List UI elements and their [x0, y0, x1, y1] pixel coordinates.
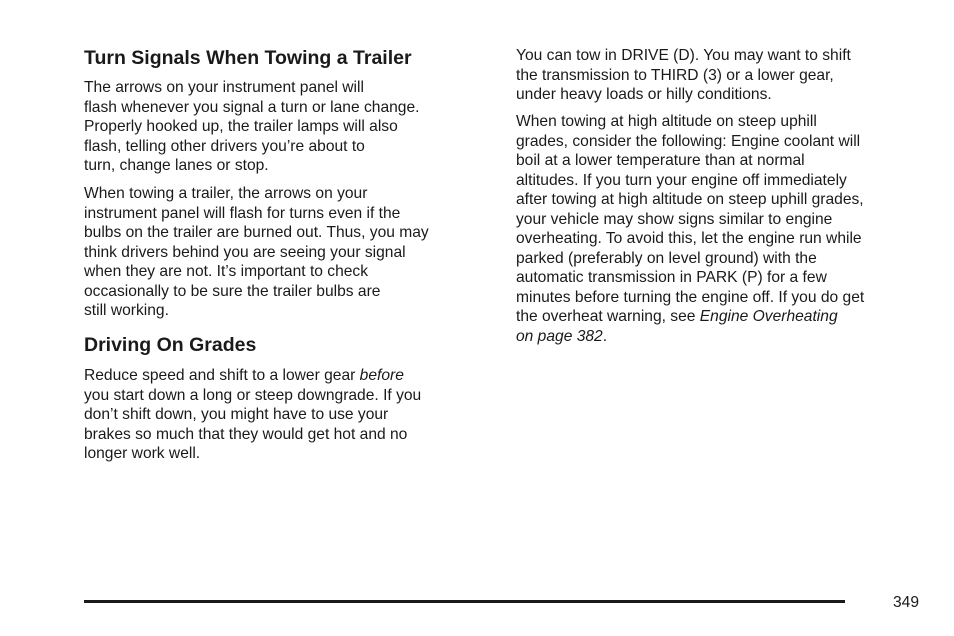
emphasis-before: before [359, 367, 404, 384]
paragraph-turn-signals-1 [84, 78, 419, 176]
text-line: flash whenever you signal a turn or lane change. [84, 98, 420, 116]
paragraph-turn-signals-2 [84, 184, 429, 321]
text-line: still working. [84, 302, 169, 319]
text-line: boil at a lower temperature than at normal [516, 152, 805, 169]
text-line: flash, telling other drivers you’re about to [84, 137, 365, 155]
text-line: instrument panel will flash for turns even if the [84, 204, 401, 222]
text-line: parked (preferably on level ground) with the [516, 249, 817, 267]
paragraph-high-altitude [516, 112, 864, 346]
text-line: don’t shift down, you might have to use your [84, 406, 389, 423]
text-line: The arrows on your instrument panel will [84, 79, 364, 96]
paragraph-driving-on-grades [84, 366, 421, 464]
text-line: when they are not. It’s important to check [84, 263, 369, 280]
footer-rule [84, 600, 845, 603]
text-line: under heavy loads or hilly conditions. [516, 86, 772, 103]
text-line: brakes so much that they would get hot and no [84, 425, 408, 443]
text-line: altitudes. If you turn your engine off immediately [516, 171, 847, 189]
text-line: longer work well. [84, 445, 201, 462]
text-line: minutes before turning the engine off. If you do get [516, 288, 865, 306]
paragraph-tow-in-drive [516, 46, 851, 105]
page-number: 349 [892, 594, 919, 611]
text-line: grades, consider the following: Engine coolant will [516, 132, 861, 150]
text-line: When towing at high altitude on steep uphill [516, 113, 817, 130]
cross-reference-page-link[interactable]: on page 382 [516, 327, 603, 345]
text-line: bulbs on the trailer are burned out. Thus, you may [84, 224, 429, 241]
cross-reference-link[interactable]: Engine Overheating [699, 308, 838, 325]
text-line: automatic transmission in PARK (P) for a few [516, 269, 827, 286]
text-line [516, 307, 864, 327]
text-line: think drivers behind you are seeing your signal [84, 243, 406, 261]
text-segment: the overheat warning, see [516, 308, 700, 325]
text-line: overheating. To avoid this, let the engine run while [516, 230, 862, 247]
text-line: occasionally to be sure the trailer bulbs are [84, 282, 381, 300]
text-line: Properly hooked up, the trailer lamps will also [84, 118, 398, 135]
text-line [84, 366, 421, 386]
text-line: turn, change lanes or stop. [84, 157, 269, 174]
heading-driving-on-grades: Driving On Grades [84, 334, 257, 356]
heading-turn-signals: Turn Signals When Towing a Trailer [84, 47, 412, 69]
text-line: after towing at high altitude on steep uphill grades, [516, 191, 864, 208]
text-line: the transmission to THIRD (3) or a lower gear, [516, 66, 834, 84]
text-line [516, 327, 864, 347]
text-line: your vehicle may show signs similar to engine [516, 210, 833, 228]
text-line: You can tow in DRIVE (D). You may want to shift [516, 47, 851, 64]
text-line: you start down a long or steep downgrade. If you [84, 386, 422, 404]
text-line: When towing a trailer, the arrows on your [84, 185, 368, 202]
text-segment: Reduce speed and shift to a lower gear [84, 367, 360, 384]
text-segment: . [602, 327, 608, 345]
